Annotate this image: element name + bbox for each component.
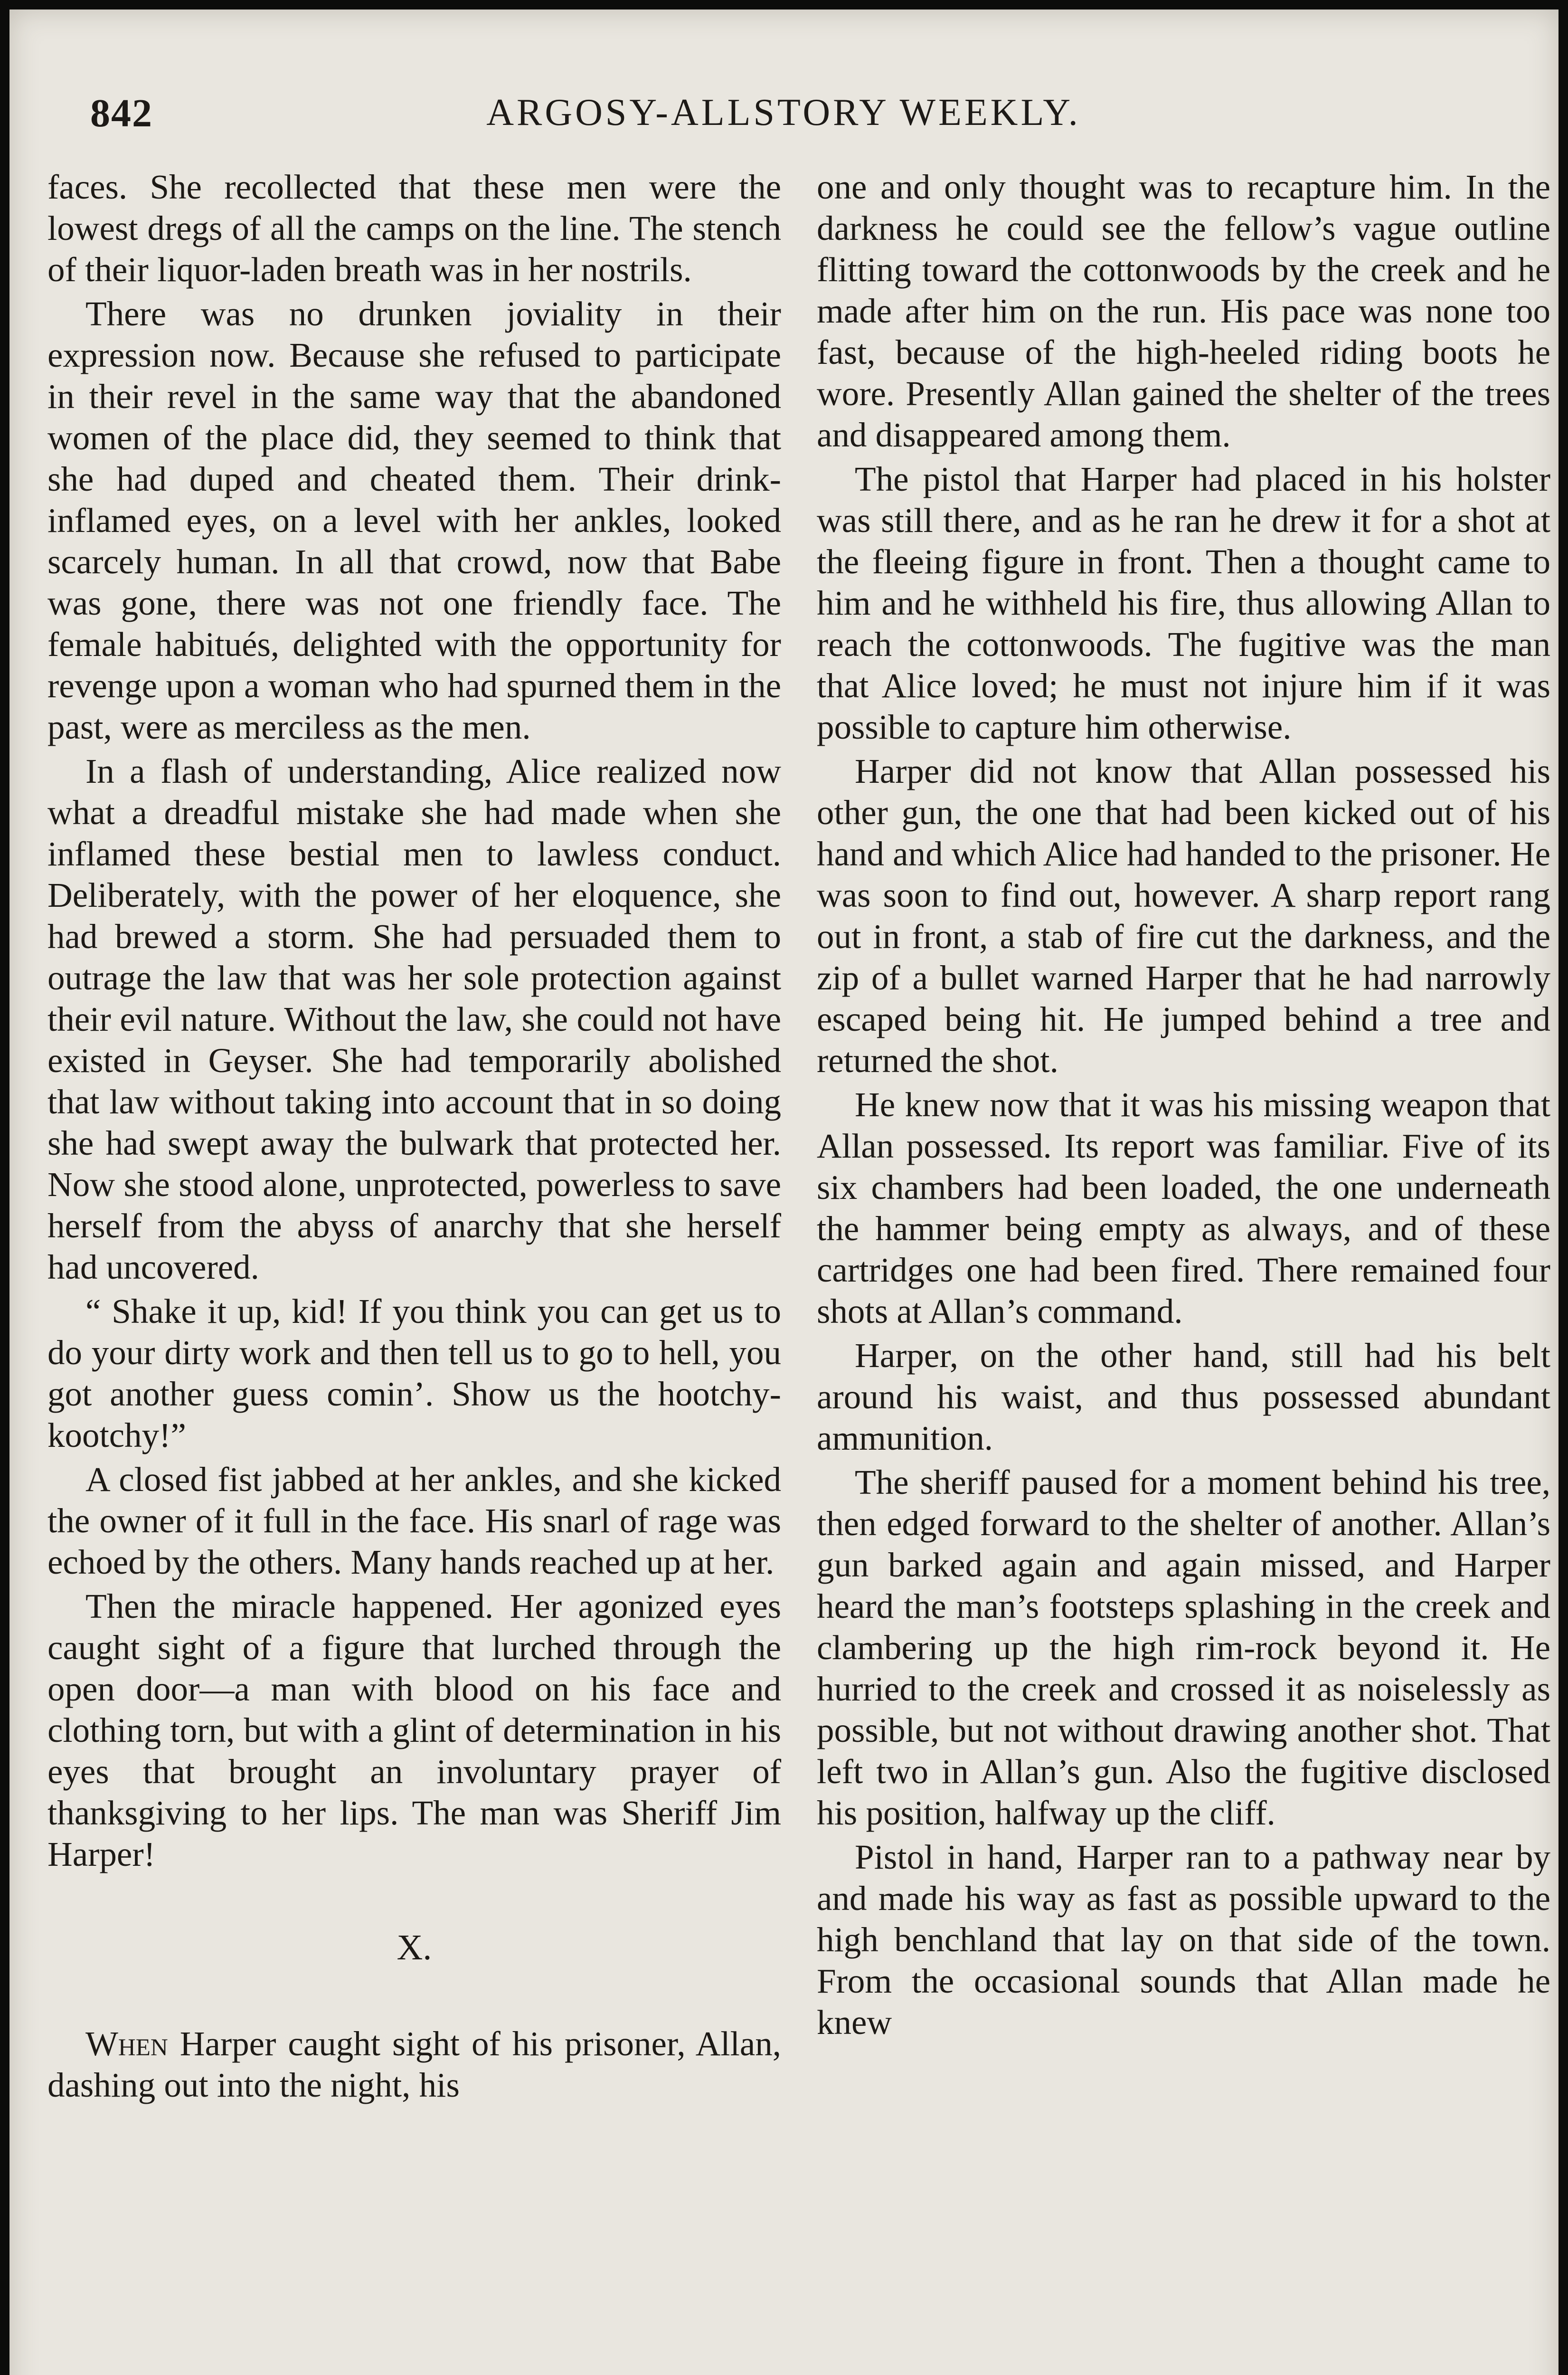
page-number: 842 [90,91,153,135]
paragraph: A closed fist jabbed at her ankles, and she kicked the owner of it full in the face. His snarl of rage was echoed by the others. Many hands reached up at her. [47,1460,781,1581]
right-column [817,166,1550,2375]
running-head: ARGOSY-ALLSTORY WEEKLY. [486,92,1081,133]
paragraph: Harper did not know that Allan possessed his other gun, the one that had been kicked out of his hand and which Alice had handed to the prisoner. He was soon to find out, however. A sharp report rang out in front, a stab of fire cut the darkness, and the zip of a bullet warned Harper that he had narrowly escaped being hit. He jumped behind a tree and returned the shot. [817,752,1550,1080]
paragraph: “ Shake it up, kid! If you think you can get us to do your dirty work and then tell us to go to hell, you got another guess comin’. Show us the hootchy-kootchy!” [47,1292,781,1454]
paragraph: There was no drunken joviality in their expression now. Because she refused to participate in their revel in the same way that the abandoned women of the place did, they seemed to think that she had duped and cheated them. Their drink-inflamed eyes, on a level with her ankles, looked scarcely human. In all that crowd, now that Babe was gone, there was not one friendly face. The female habitués, delighted with the opportunity for revenge upon a woman who had spurned them in the past, were as merciless as the men. [47,294,781,746]
paragraph-text: Harper caught sight of his prisoner, Allan, dashing out into the night, his [47,2024,781,2104]
magazine-page [9,10,1559,2375]
paragraph [47,2023,781,2106]
paragraph: Pistol in hand, Harper ran to a pathway near by and made his way as fast as possible upward to the high benchland that lay on that side of the town. From the occasional sounds that Allan made he knew [817,1838,1550,2042]
paragraph: In a flash of understanding, Alice realized now what a dreadful mistake she had made when she inflamed these bestial men to lawless conduct. Deliberately, with the power of her eloquence, she had brewed a storm. She had persuaded them to outrage the law that was her sole protection against their evil nature. Without the law, she could not have existed in Geyser. She had temporarily abolished that law without taking into account that in so doing she had swept away the bulwark that protected her. Now she stood alone, unprotected, powerless to save herself from the abyss of anarchy that she herself had uncovered. [47,752,781,1286]
paragraph: one and only thought was to recapture him. In the darkness he could see the fellow’s vague outline flitting toward the cottonwoods by the creek and he made after him on the run. His pace was none too fast, because of the high-heeled riding boots he wore. Presently Allan gained the shelter of the trees and disappeared among them. [817,168,1550,454]
page-header [90,81,1477,142]
paragraph: The pistol that Harper had placed in his holster was still there, and as he ran he drew it for a shot at the fleeing figure in front. Then a thought came to him and he withheld his fire, thus allowing Allan to reach the cottonwoods. The fugitive was the man that Alice loved; he must not injure him if it was possible to capture him otherwise. [817,460,1550,746]
paragraph: faces. She recollected that these men were the lowest dregs of all the camps on the line. The stench of their liquor-laden breath was in her nostrils. [47,168,781,289]
paragraph: The sheriff paused for a moment behind his tree, then edged forward to the shelter of another. Allan’s gun barked again and again missed, and Harper heard the man’s footsteps splashing in the creek and clambering up the high rim-rock beyond it. He hurried to the creek and crossed it as noiselessly as possible, but not without drawing another shot. That left two in Allan’s gun. Also the fugitive disclosed his position, halfway up the cliff. [817,1463,1550,1832]
paragraph: Harper, on the other hand, still had his belt around his waist, and thus possessed abundant ammunition. [817,1336,1550,1457]
left-column [47,166,781,2375]
paragraph: Then the miracle happened. Her agonized eyes caught sight of a figure that lurched through the open door—a man with blood on his face and clothing torn, but with a glint of determination in his eyes that brought an involuntary prayer of thanksgiving to her lips. The man was Sheriff Jim Harper! [47,1587,781,1873]
dropcap-word: When [85,2024,168,2063]
paragraph: He knew now that it was his missing weapon that Allan possessed. Its report was familiar. Five of its six chambers had been loaded, the one underneath the hammer being empty as always, and of these cartridges one had been fired. There remained four shots at Allan’s command. [817,1085,1550,1330]
section-heading: X. [397,1928,432,1967]
